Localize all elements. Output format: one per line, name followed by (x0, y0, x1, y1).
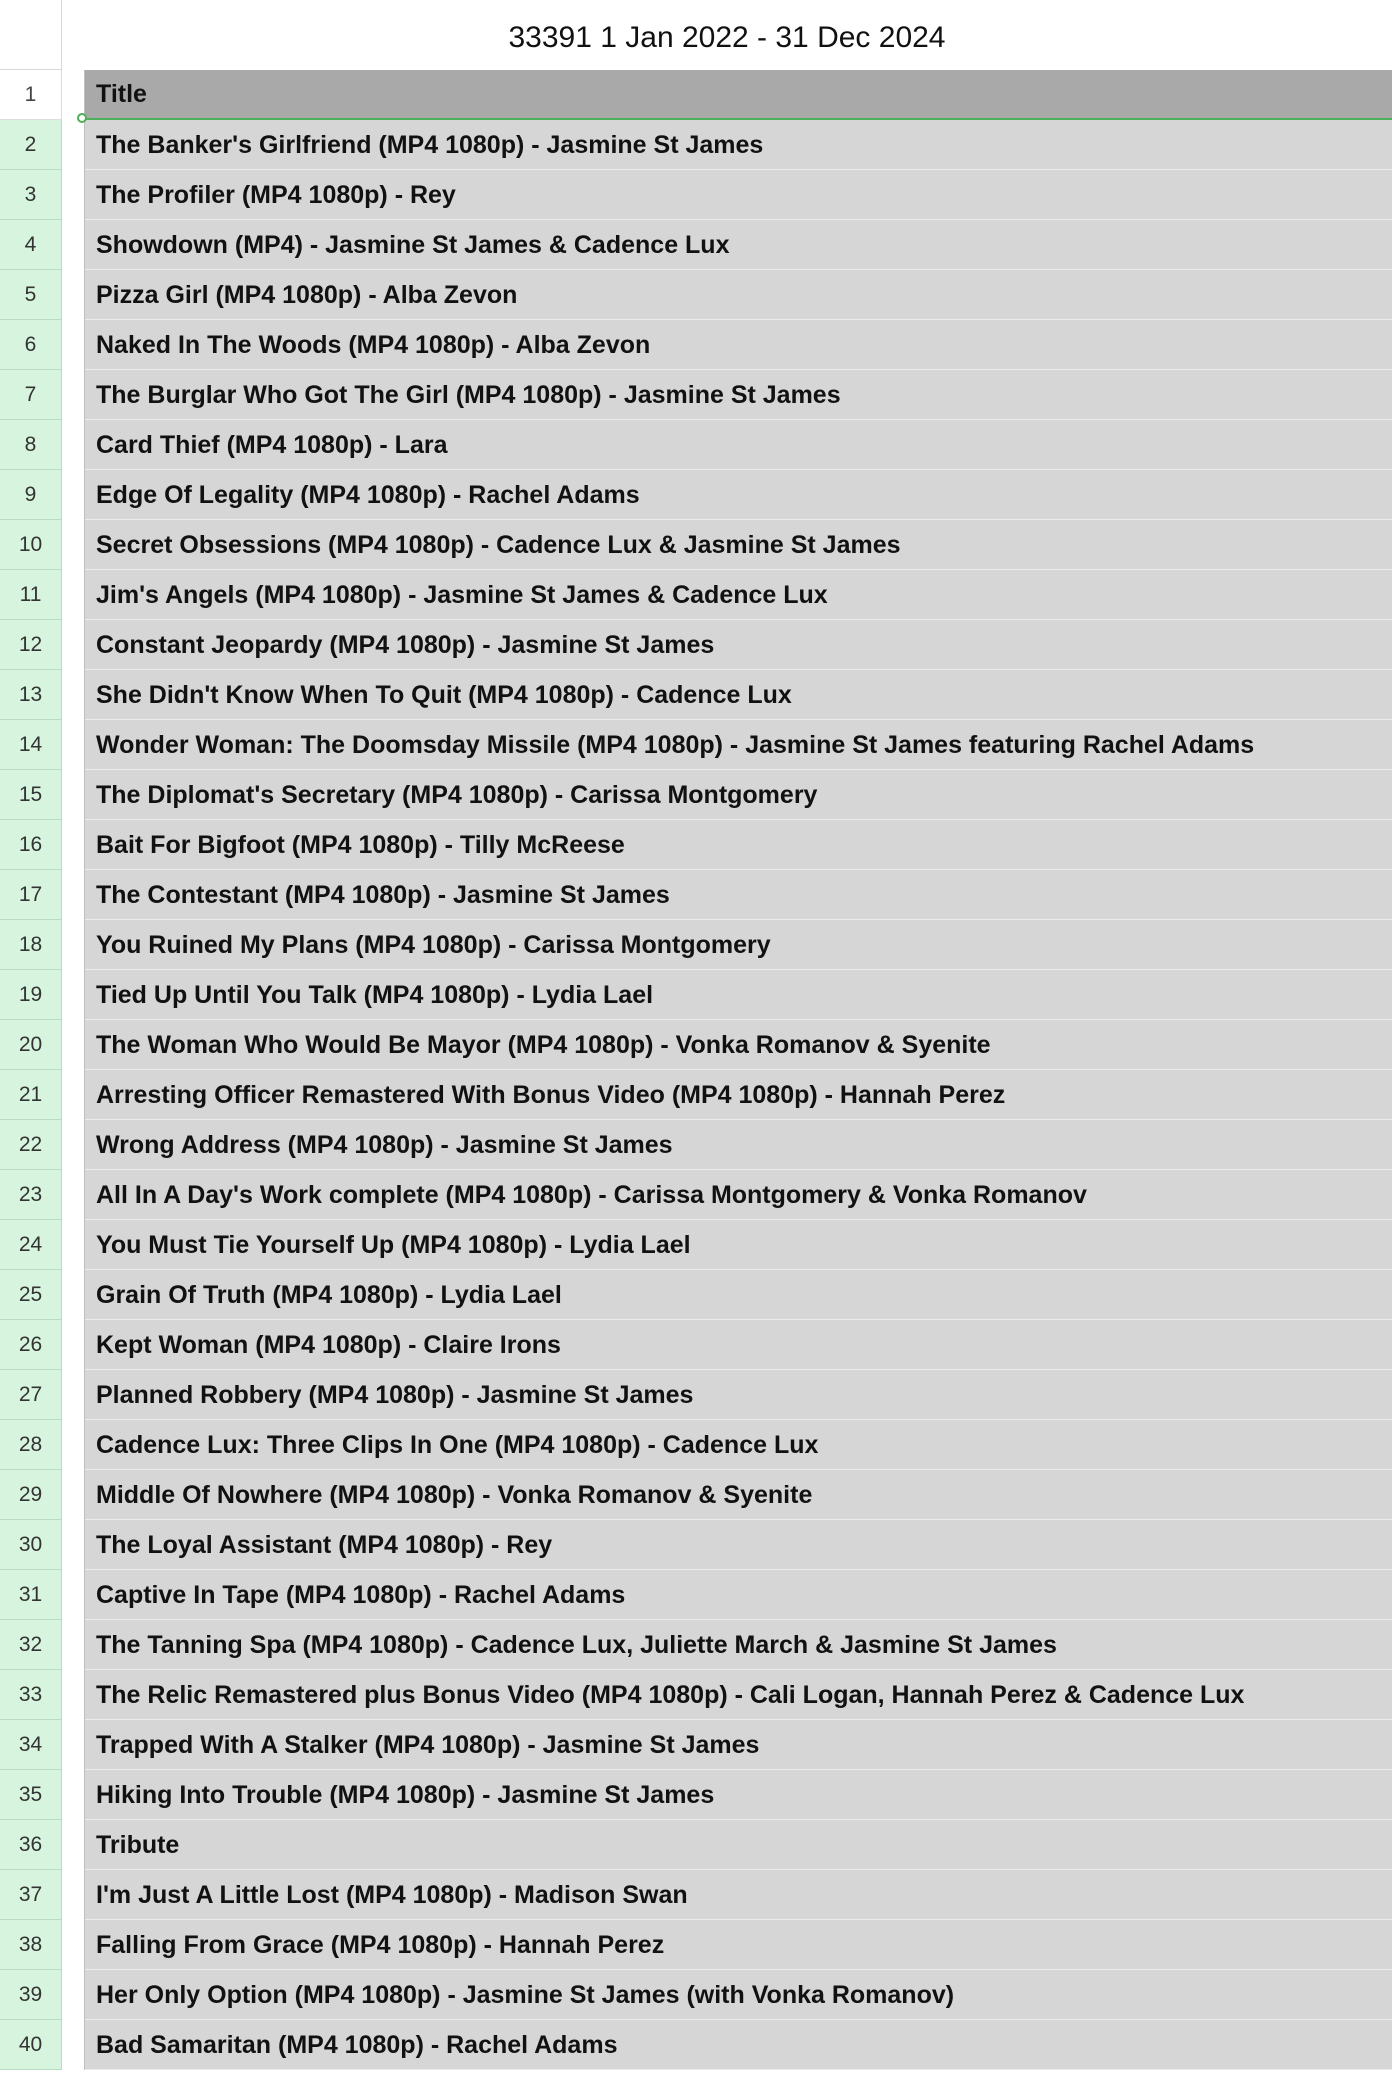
row-header-8[interactable]: 8 (0, 420, 62, 470)
row-header-31[interactable]: 31 (0, 1570, 62, 1620)
row-header-10[interactable]: 10 (0, 520, 62, 570)
row-header-14[interactable]: 14 (0, 720, 62, 770)
row-header-32[interactable]: 32 (0, 1620, 62, 1670)
table-cell[interactable]: The Tanning Spa (MP4 1080p) - Cadence Lux, Juliette March & Jasmine St James (85, 1620, 1392, 1670)
table-cell[interactable]: Bait For Bigfoot (MP4 1080p) - Tilly McReese (85, 820, 1392, 870)
table-cell[interactable]: Falling From Grace (MP4 1080p) - Hannah Perez (85, 1920, 1392, 1970)
row-header-19[interactable]: 19 (0, 970, 62, 1020)
table-cell[interactable]: The Burglar Who Got The Girl (MP4 1080p) - Jasmine St James (85, 370, 1392, 420)
table-cell[interactable]: Grain Of Truth (MP4 1080p) - Lydia Lael (85, 1270, 1392, 1320)
row-header-20[interactable]: 20 (0, 1020, 62, 1070)
row-header-7[interactable]: 7 (0, 370, 62, 420)
row-header-25[interactable]: 25 (0, 1270, 62, 1320)
row-header-33[interactable]: 33 (0, 1670, 62, 1720)
table-cell[interactable]: Trapped With A Stalker (MP4 1080p) - Jasmine St James (85, 1720, 1392, 1770)
header-cell-title[interactable]: Title (85, 70, 1392, 120)
table-cell[interactable]: Cadence Lux: Three Clips In One (MP4 1080p) - Cadence Lux (85, 1420, 1392, 1470)
table-cell[interactable]: The Banker's Girlfriend (MP4 1080p) - Jasmine St James (85, 120, 1392, 170)
row-header-6[interactable]: 6 (0, 320, 62, 370)
table-cell[interactable]: The Profiler (MP4 1080p) - Rey (85, 170, 1392, 220)
row-header-38[interactable]: 38 (0, 1920, 62, 1970)
table-cell[interactable]: Jim's Angels (MP4 1080p) - Jasmine St James & Cadence Lux (85, 570, 1392, 620)
table-cell[interactable]: Bad Samaritan (MP4 1080p) - Rachel Adams (85, 2020, 1392, 2070)
row-header-22[interactable]: 22 (0, 1120, 62, 1170)
table-cell[interactable]: The Loyal Assistant (MP4 1080p) - Rey (85, 1520, 1392, 1570)
table-cell[interactable]: Her Only Option (MP4 1080p) - Jasmine St James (with Vonka Romanov) (85, 1970, 1392, 2020)
row-header-12[interactable]: 12 (0, 620, 62, 670)
row-header-30[interactable]: 30 (0, 1520, 62, 1570)
row-header-28[interactable]: 28 (0, 1420, 62, 1470)
row-headers (0, 70, 62, 2070)
table-cell[interactable]: Planned Robbery (MP4 1080p) - Jasmine St James (85, 1370, 1392, 1420)
row-header-39[interactable]: 39 (0, 1970, 62, 2020)
selection-handle[interactable] (77, 113, 87, 123)
table-cell[interactable]: Constant Jeopardy (MP4 1080p) - Jasmine St James (85, 620, 1392, 670)
table-cell[interactable]: Showdown (MP4) - Jasmine St James & Cadence Lux (85, 220, 1392, 270)
row-header-29[interactable]: 29 (0, 1470, 62, 1520)
table-cell[interactable]: You Ruined My Plans (MP4 1080p) - Carissa Montgomery (85, 920, 1392, 970)
table-cell[interactable]: Tied Up Until You Talk (MP4 1080p) - Lydia Lael (85, 970, 1392, 1020)
row-header-9[interactable]: 9 (0, 470, 62, 520)
table-cell[interactable]: Naked In The Woods (MP4 1080p) - Alba Zevon (85, 320, 1392, 370)
sheet-title: 33391 1 Jan 2022 - 31 Dec 2024 (508, 21, 946, 54)
table-cell[interactable]: The Woman Who Would Be Mayor (MP4 1080p) - Vonka Romanov & Syenite (85, 1020, 1392, 1070)
table-cell[interactable]: Captive In Tape (MP4 1080p) - Rachel Adams (85, 1570, 1392, 1620)
row-header-15[interactable]: 15 (0, 770, 62, 820)
table-cell[interactable]: The Contestant (MP4 1080p) - Jasmine St James (85, 870, 1392, 920)
table-cell[interactable]: All In A Day's Work complete (MP4 1080p) - Carissa Montgomery & Vonka Romanov (85, 1170, 1392, 1220)
row-header-3[interactable]: 3 (0, 170, 62, 220)
table-cell[interactable]: She Didn't Know When To Quit (MP4 1080p) - Cadence Lux (85, 670, 1392, 720)
table-cell[interactable]: You Must Tie Yourself Up (MP4 1080p) - Lydia Lael (85, 1220, 1392, 1270)
table-cell[interactable]: The Relic Remastered plus Bonus Video (MP4 1080p) - Cali Logan, Hannah Perez & Cadence Lux (85, 1670, 1392, 1720)
table-cell[interactable]: Wonder Woman: The Doomsday Missile (MP4 1080p) - Jasmine St James featuring Rachel Adams (85, 720, 1392, 770)
row-header-2[interactable]: 2 (0, 120, 62, 170)
table-cell[interactable]: Tribute (85, 1820, 1392, 1870)
table-cell[interactable]: Wrong Address (MP4 1080p) - Jasmine St James (85, 1120, 1392, 1170)
row-header-37[interactable]: 37 (0, 1870, 62, 1920)
table-cell[interactable]: Card Thief (MP4 1080p) - Lara (85, 420, 1392, 470)
row-header-4[interactable]: 4 (0, 220, 62, 270)
row-header-34[interactable]: 34 (0, 1720, 62, 1770)
table-cell[interactable]: Arresting Officer Remastered With Bonus Video (MP4 1080p) - Hannah Perez (85, 1070, 1392, 1120)
row-header-36[interactable]: 36 (0, 1820, 62, 1870)
row-header-1[interactable]: 1 (0, 70, 62, 120)
table-cell[interactable]: Hiking Into Trouble (MP4 1080p) - Jasmine St James (85, 1770, 1392, 1820)
table-cell[interactable]: Secret Obsessions (MP4 1080p) - Cadence Lux & Jasmine St James (85, 520, 1392, 570)
table-cell[interactable]: Pizza Girl (MP4 1080p) - Alba Zevon (85, 270, 1392, 320)
row-header-11[interactable]: 11 (0, 570, 62, 620)
select-all-corner[interactable] (0, 0, 62, 70)
row-header-23[interactable]: 23 (0, 1170, 62, 1220)
table-cell[interactable]: Kept Woman (MP4 1080p) - Claire Irons (85, 1320, 1392, 1370)
row-header-13[interactable]: 13 (0, 670, 62, 720)
row-header-16[interactable]: 16 (0, 820, 62, 870)
row-header-21[interactable]: 21 (0, 1070, 62, 1120)
table-cell[interactable]: Edge Of Legality (MP4 1080p) - Rachel Adams (85, 470, 1392, 520)
row-header-27[interactable]: 27 (0, 1370, 62, 1420)
row-header-5[interactable]: 5 (0, 270, 62, 320)
row-header-26[interactable]: 26 (0, 1320, 62, 1370)
row-header-17[interactable]: 17 (0, 870, 62, 920)
row-header-35[interactable]: 35 (0, 1770, 62, 1820)
row-header-24[interactable]: 24 (0, 1220, 62, 1270)
table-cell[interactable]: The Diplomat's Secretary (MP4 1080p) - Carissa Montgomery (85, 770, 1392, 820)
row-header-18[interactable]: 18 (0, 920, 62, 970)
table-cell[interactable]: Middle Of Nowhere (MP4 1080p) - Vonka Romanov & Syenite (85, 1470, 1392, 1520)
spreadsheet-table (84, 70, 1392, 2070)
table-cell[interactable]: I'm Just A Little Lost (MP4 1080p) - Madison Swan (85, 1870, 1392, 1920)
row-header-40[interactable]: 40 (0, 2020, 62, 2070)
